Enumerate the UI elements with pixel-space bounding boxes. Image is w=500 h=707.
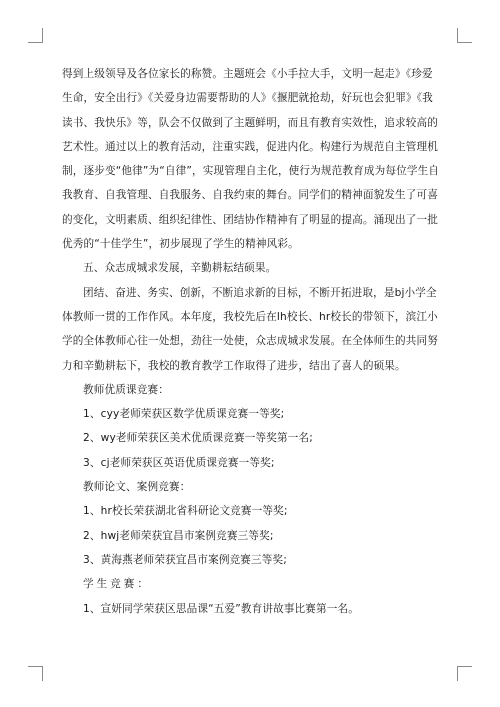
list-heading-teacher-papers: 教师论文、案例竞赛：	[83, 481, 191, 494]
crop-mark-top-left-v	[42, 28, 43, 43]
list-item: 2、wy老师荣获区美术优质课竞赛一等奖第一名;	[83, 432, 313, 445]
list-heading-teacher-lessons: 教师优质课竞赛：	[83, 383, 169, 396]
list-item: 1、hr校长荣获湖北省科研论文竞赛一等奖;	[83, 505, 288, 518]
crop-mark-bottom-right-h	[458, 666, 472, 667]
section-heading-five: 五、众志成城求发展，辛勤耕耘结硕果。	[83, 262, 277, 275]
paragraph-praise-and-activities: 得到上级领导及各位家长的称赞。主题班会《小手拉大手，文明一起走》《珍爱生命，安全出行》《关爱身边需要帮助的人》《揠肥就抢劫，好玩也会犯罪》《我读书、我快乐》等，队会不仅做到了主题鲜明，而且有教育实效性，追求较高的艺术性。通过以上的教育活动，注重实践，促进内化。构建行为规范自主管理机制，逐步变“他律”为“自律”，实现管理自主化，使行为规范教育成为每位学生自我教育、自我管理、自我服务、自我约束的舞台。同学们的精神面貌发生了可喜的变化，文明素质、组织纪律性、团结协作精神有了明显的提高。涌现出了一批优秀的“十佳学生”，初步展现了学生的精神风彩。	[62, 68, 440, 251]
list-item: 2、hwj老师荣获宜昌市案例竞赛三等奖;	[83, 529, 274, 542]
paragraph-teamwork: 团结、奋进、务实、创新，不断追求新的目标，不断开拓进取，是bj小学全体教师一贯的工作作风。本年度，我校先后在lh校长、hr校长的带领下，滨江小学的全体教师心往一处想，劲往一处使，众志成城求发展。在全体师生的共同努力和辛勤耕耘下，我校的教育教学工作取得了进步，结出了喜人的硕果。	[62, 286, 439, 372]
crop-mark-top-left-h	[28, 42, 42, 43]
list-item: 3、cj老师荣获区英语优质课竞赛一等奖;	[83, 456, 275, 469]
crop-mark-top-right-h	[458, 42, 472, 43]
list-item: 3、黄海燕老师荣获宜昌市案例竞赛三等奖;	[83, 553, 287, 566]
crop-mark-bottom-left-v	[42, 666, 43, 681]
document-body	[62, 62, 440, 621]
crop-mark-bottom-left-h	[28, 666, 42, 667]
list-item: 1、宣妍同学荣获区思品课“五爱”教育讲故事比赛第一名。	[83, 602, 360, 615]
list-item: 1、cyy老师荣获区数学优质课竞赛一等奖;	[83, 408, 285, 421]
crop-mark-top-right-v	[457, 28, 458, 43]
crop-mark-bottom-right-v	[457, 666, 458, 681]
list-heading-student-contests: 学生竞赛：	[83, 578, 151, 591]
